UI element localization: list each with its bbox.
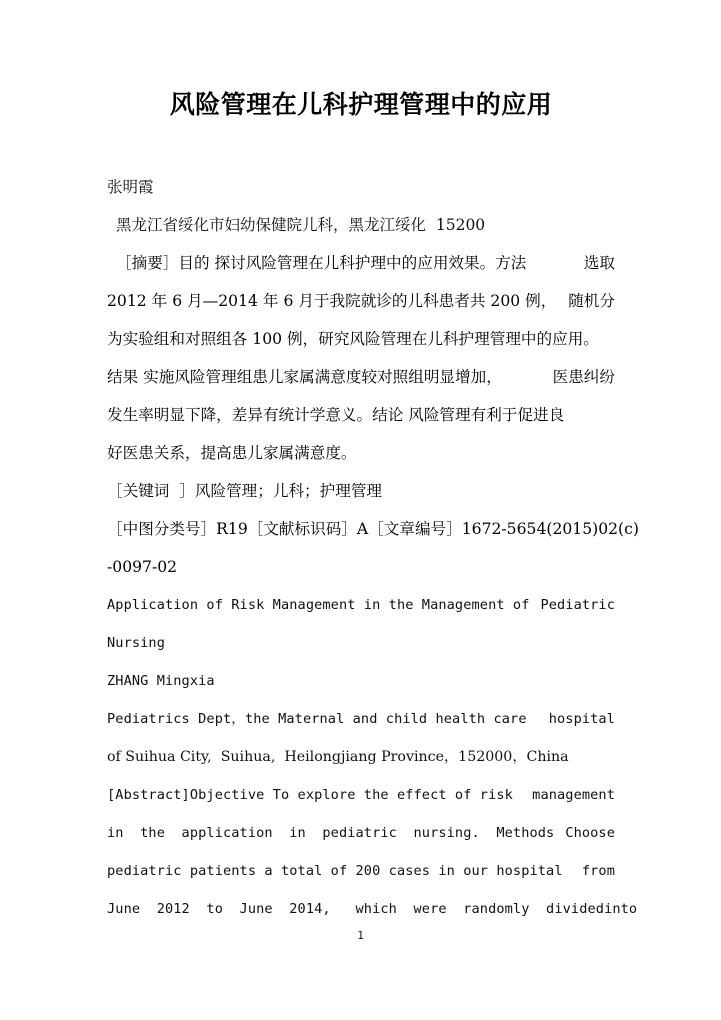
english-affiliation-line: of Suihua City, Suihua, Heilongjiang Province，152000，China [107, 749, 569, 765]
english-title-line: Nursing [107, 635, 165, 651]
abstract-line-text: ［摘要］目的 探讨风险管理在儿科护理中的应用效果。方法 [116, 254, 527, 272]
abstract-line: 发生率明显下降，差异有统计学意义。结论 风险管理有利于促进良 [107, 406, 565, 424]
english-author: ZHANG Mingxia [107, 673, 215, 689]
english-abstract-line [107, 814, 615, 852]
abstract-line: 为实验组和对照组各 100 例，研究风险管理在儿科护理管理中的应用。 [107, 330, 599, 348]
abstract-line: 好医患关系，提高患儿家属满意度。 [107, 444, 357, 462]
english-affiliation-line [107, 700, 615, 738]
english-title-text: Application of Risk Management in the Management of [107, 597, 530, 613]
page-title: 风险管理在儿科护理管理中的应用 [169, 90, 553, 119]
english-abstract-text: June 2012 to June 2014, which were randomly divided [107, 901, 605, 917]
abstract-line [107, 358, 615, 396]
english-abstract-line [107, 776, 615, 814]
metadata-chinese [107, 472, 639, 586]
english-abstract-line [107, 852, 615, 890]
english-abstract-text: pediatric patients a total of 200 cases in our hospital [107, 863, 563, 879]
classification-line-continued: -0097-02 [107, 558, 178, 576]
classification-line: ［中图分类号］R19［文献标识码］A［文章编号］1672-5654(2015)02(c) [107, 520, 639, 538]
english-abstract-tail: from [581, 863, 615, 879]
abstract-line-tail: 选取 [583, 254, 615, 272]
english-abstract-tail: Choose [565, 825, 615, 841]
english-abstract-text: [Abstract]Objective To explore the effect of risk [107, 787, 513, 803]
abstract-line-text: 结果 实施风险管理组患儿家属满意度较对照组明显增加， [107, 368, 502, 386]
abstract-line [107, 282, 615, 320]
english-abstract-tail: management [532, 787, 615, 803]
abstract-line-tail: 医患纠纷 [552, 368, 615, 386]
english-abstract-line [107, 890, 638, 928]
abstract-line-text: 2012 年 6 月—2014 年 6 月于我院就诊的儿科患者共 200 例， [107, 292, 557, 310]
english-affiliation-tail: hospital [548, 711, 615, 727]
keywords-line: ［关键词 ］风险管理；儿科；护理管理 [107, 482, 383, 500]
page-number: 1 [357, 929, 364, 942]
abstract-chinese [107, 244, 615, 472]
affiliation: 黑龙江省绥化市妇幼保健院儿科，黑龙江绥化 15200 [116, 216, 486, 234]
english-affiliation-text: Pediatrics Dept，the Maternal and child health care [107, 711, 527, 727]
english-section [107, 586, 638, 928]
english-abstract-tail: into [604, 901, 638, 917]
english-title-line [107, 586, 615, 624]
abstract-line [107, 244, 615, 282]
english-abstract-text: in the application in pediatric nursing. Methods [107, 825, 555, 841]
author-name: 张明霞 [107, 178, 154, 196]
abstract-line-tail: 随机分 [568, 292, 615, 310]
english-title-tail: Pediatric [540, 597, 615, 613]
